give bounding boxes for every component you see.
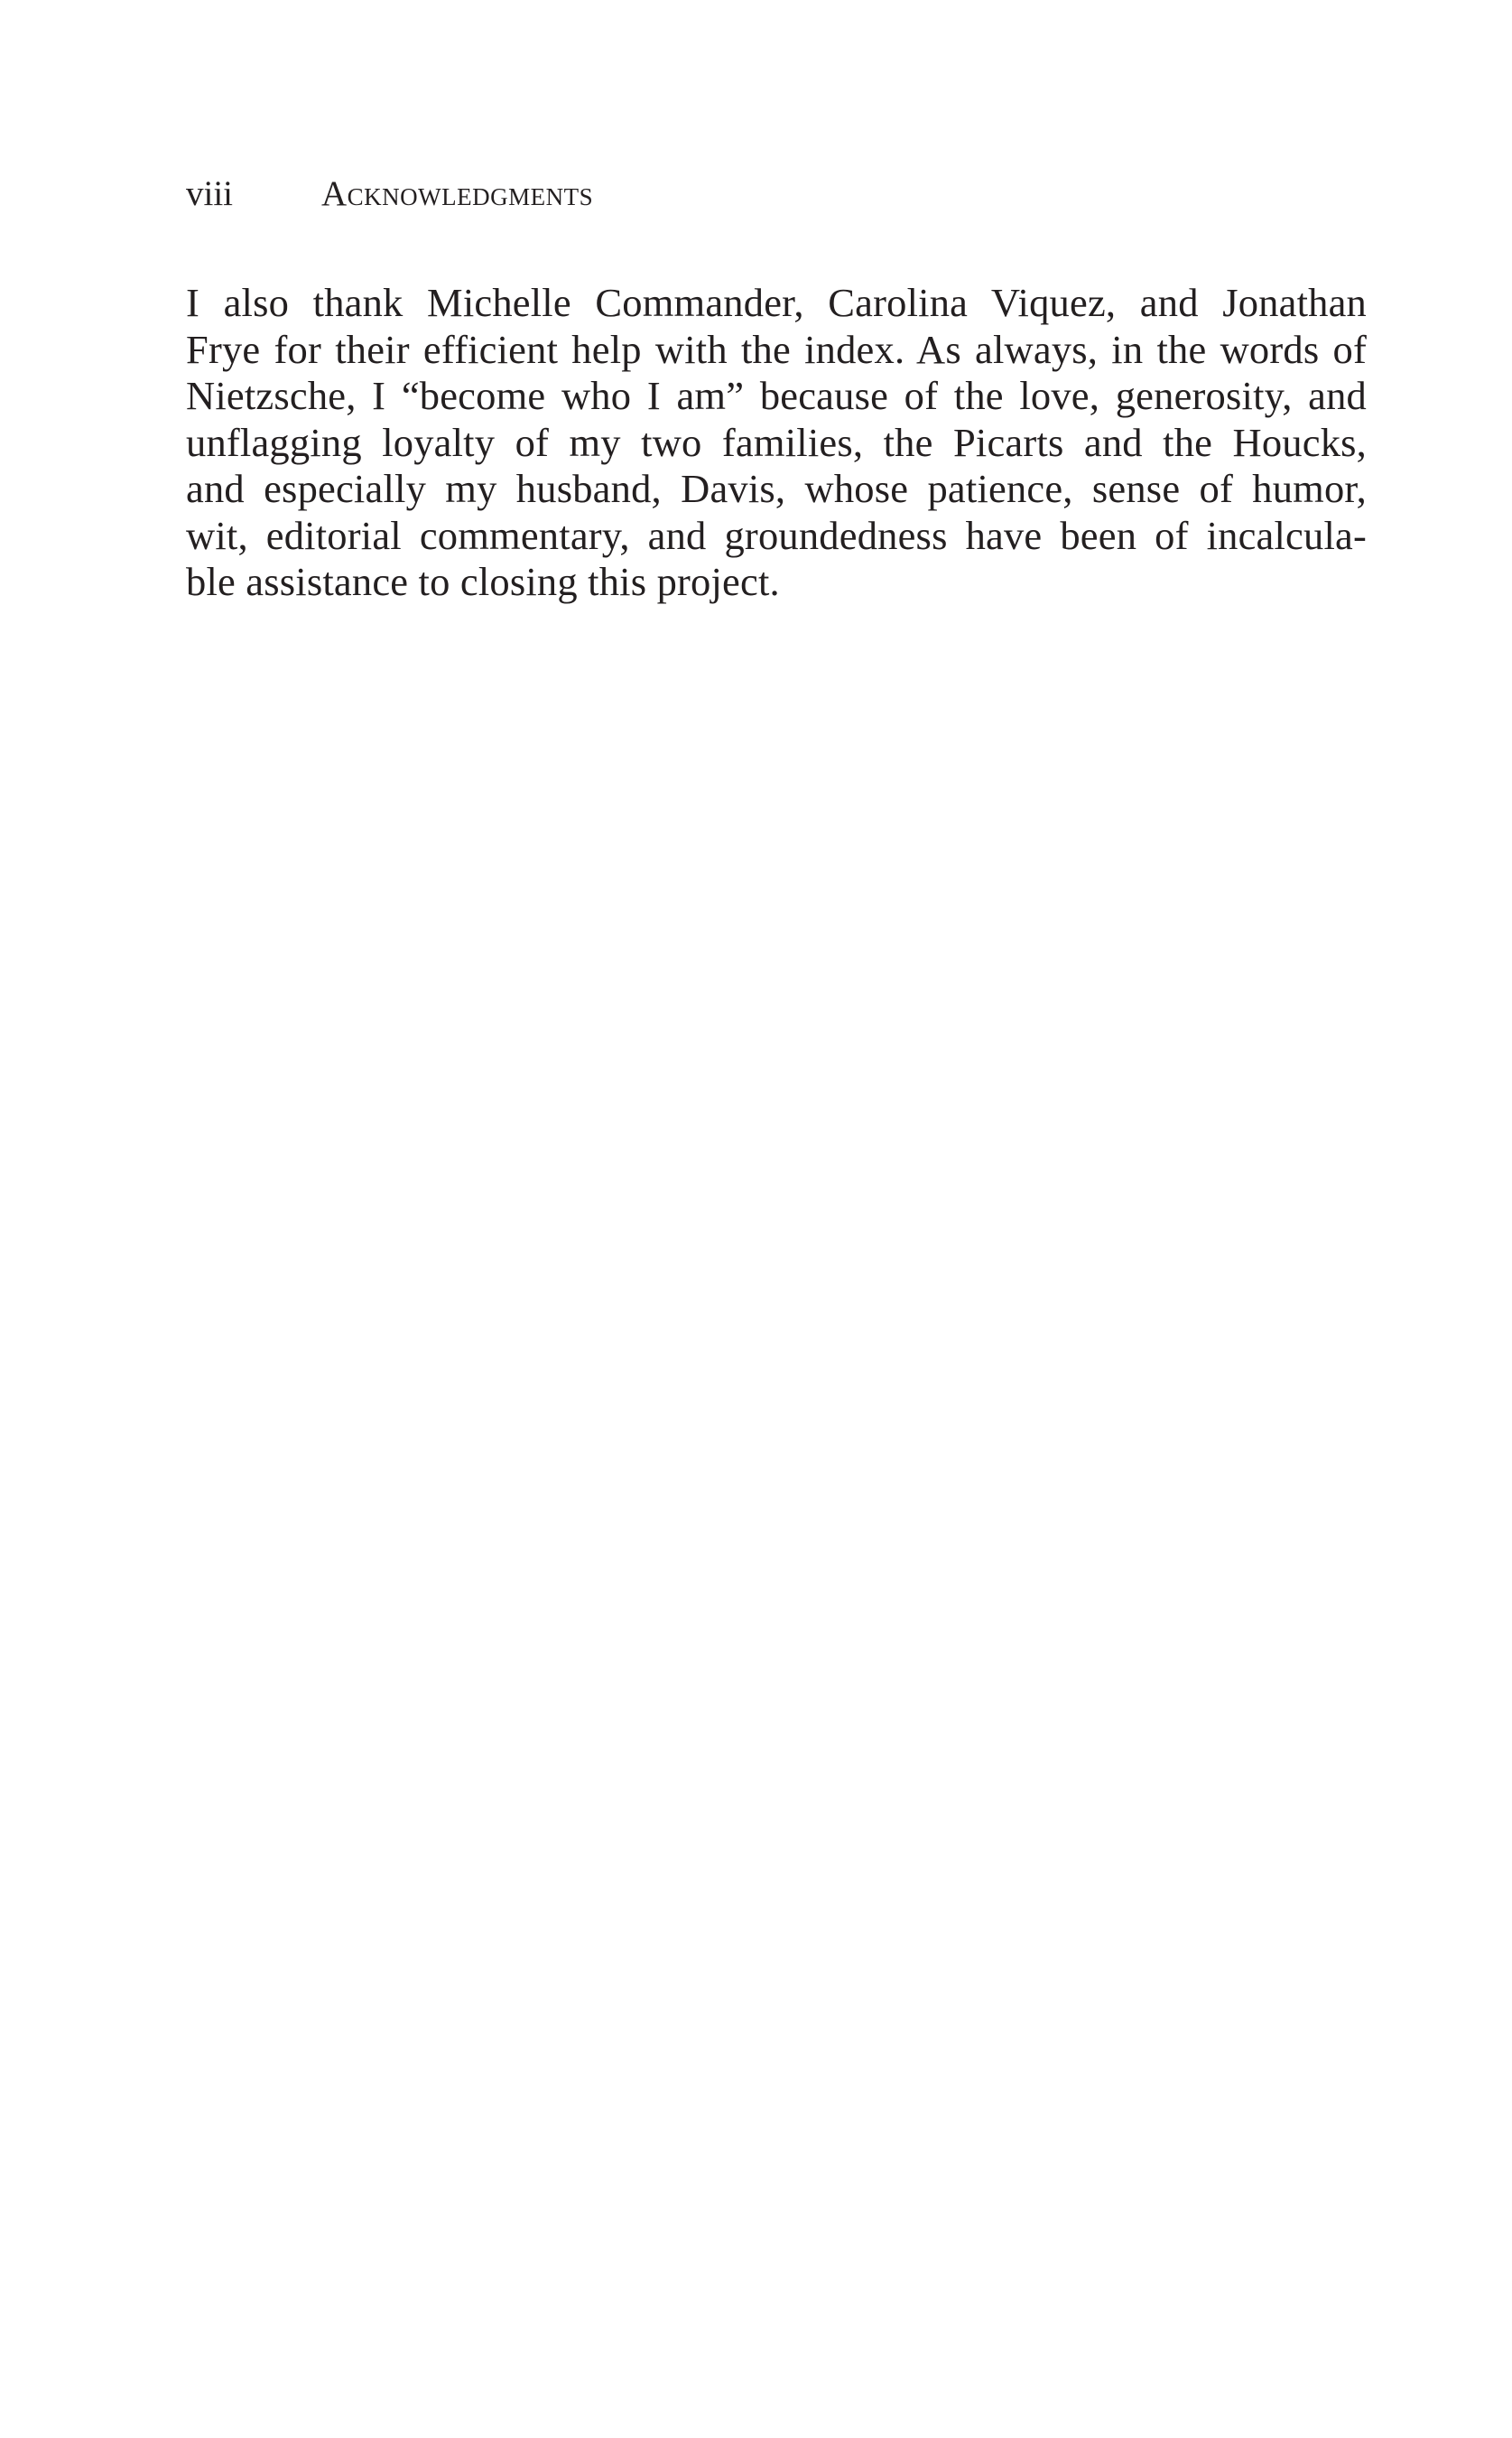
paragraph-line: unflagging loyalty of my two families, the Picarts and the Houcks, [186, 419, 1367, 465]
section-title: Acknowledgments [321, 174, 594, 213]
paragraph-line: Frye for their efficient help with the index. As always, in the words of [186, 326, 1367, 372]
paragraph-line: ble assistance to closing this project. [186, 559, 780, 604]
paragraph-line: I also thank Michelle Commander, Carolina Viquez, and Jonathan [186, 280, 1367, 325]
paragraph-line: Nietzsche, I “become who I am” because of the love, generosity, and [186, 373, 1367, 418]
acknowledgments-paragraph [186, 280, 1367, 606]
page-number: viii [186, 174, 234, 213]
running-head [186, 172, 593, 217]
paragraph-line: wit, editorial commentary, and groundedness have been of incalcula- [186, 512, 1367, 558]
paragraph-line: and especially my husband, Davis, whose patience, sense of humor, [186, 466, 1367, 511]
